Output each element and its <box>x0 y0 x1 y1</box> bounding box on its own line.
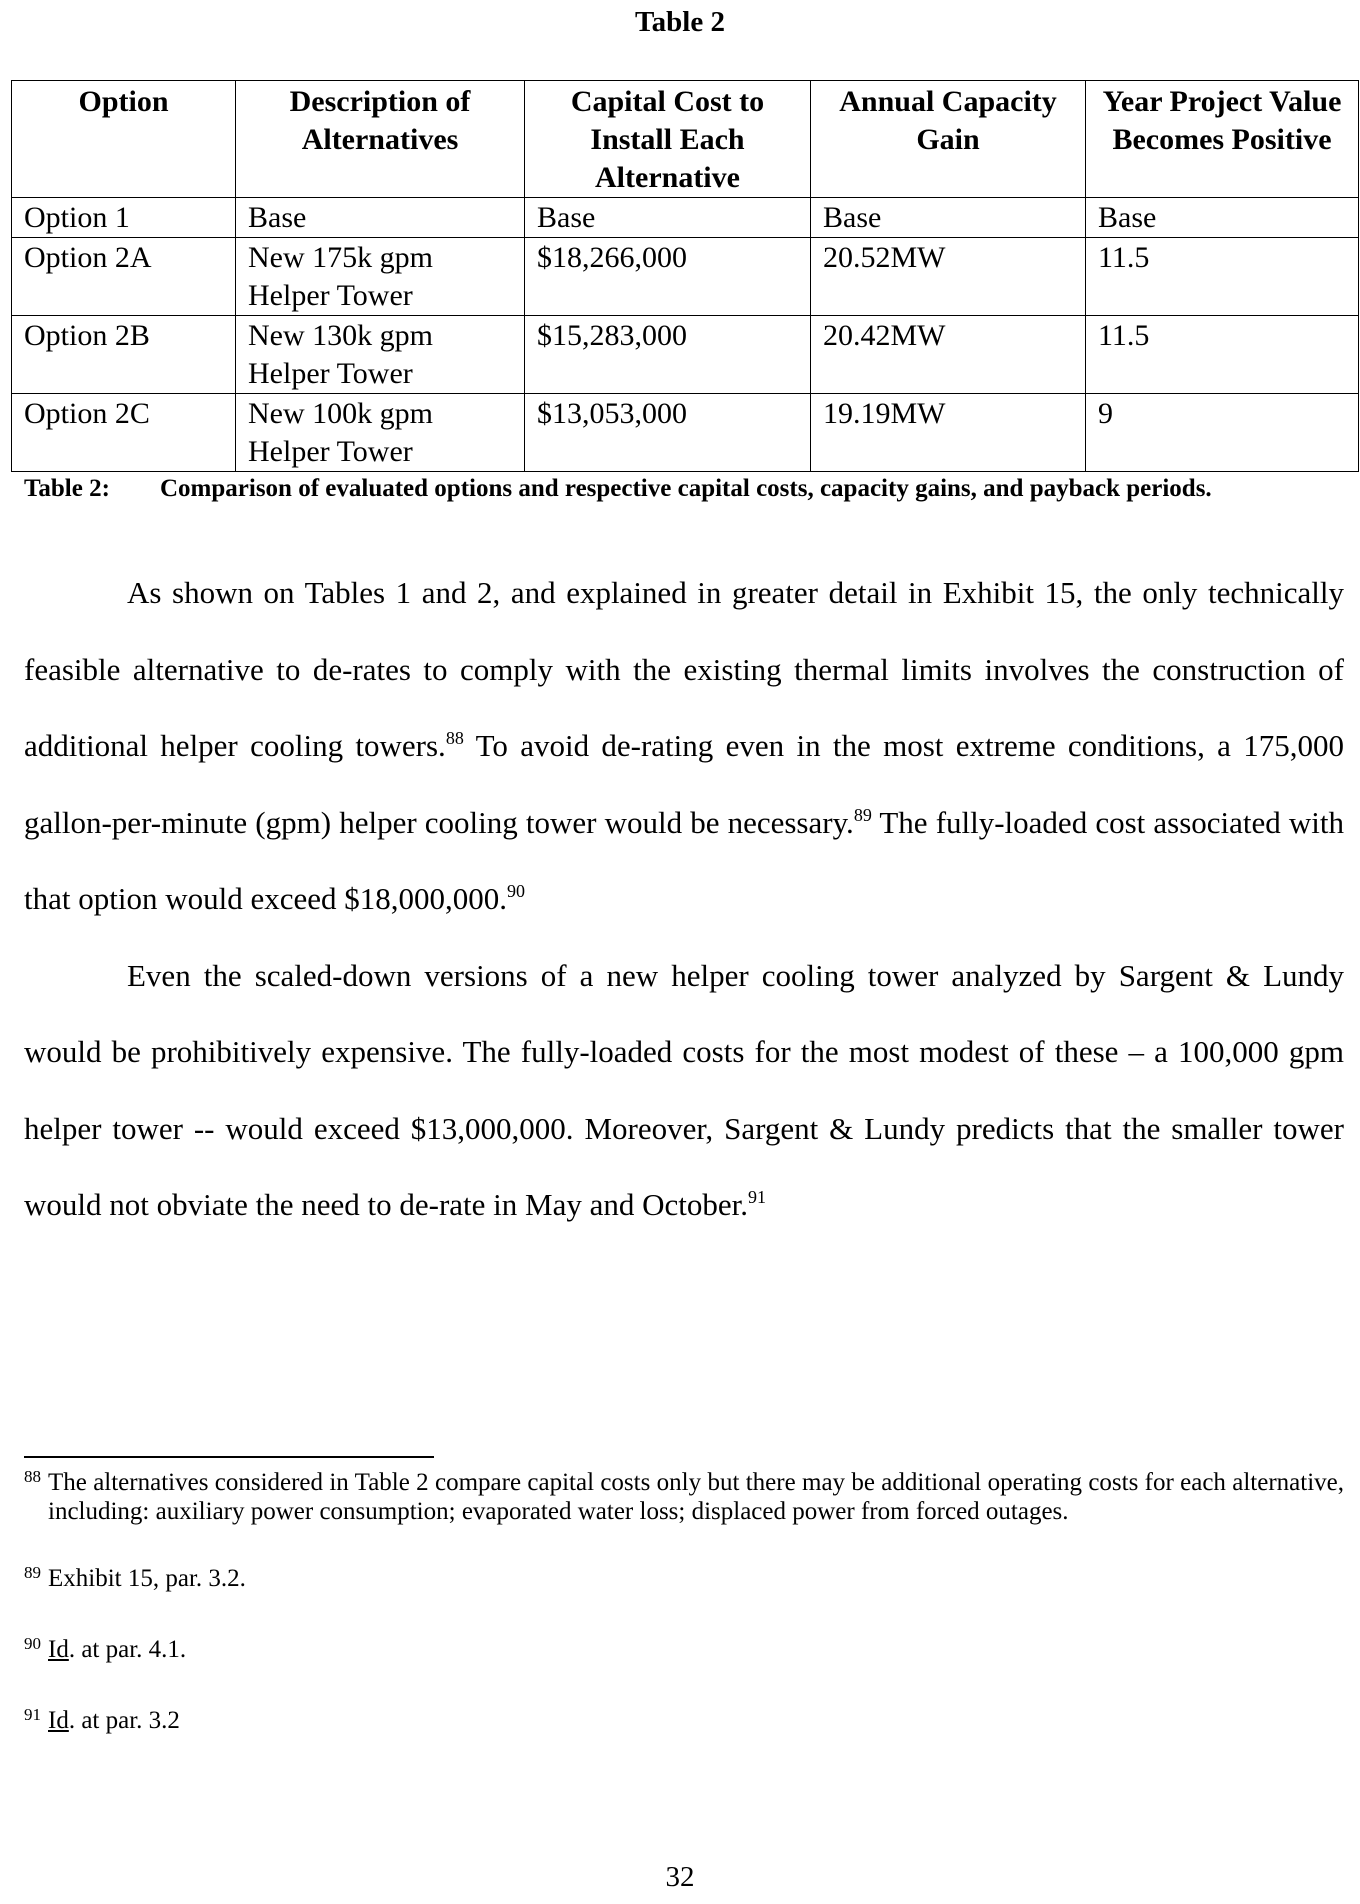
options-table <box>11 80 1359 472</box>
cell-option: Option 2A <box>12 238 236 316</box>
table-caption <box>24 474 1344 504</box>
footnote-separator <box>24 1456 434 1458</box>
table-row <box>12 394 1359 472</box>
caption-text: Comparison of evaluated options and respective capital costs, capacity gains, and payback periods. <box>160 475 1212 502</box>
footnote-text: Exhibit 15, par. 3.2. <box>48 1565 246 1592</box>
cell-capacity-gain: Base <box>811 198 1086 238</box>
header-capital-cost: Capital Cost to Install Each Alternative <box>525 81 811 198</box>
paragraph-1-sentence-3: The fully-loaded cost associated with that option would exceed $18,000,000. <box>24 804 1344 916</box>
cell-option: Option 1 <box>12 198 236 238</box>
cell-capacity-gain: 20.52MW <box>811 238 1086 316</box>
caption-lead: Table 2: <box>24 475 110 502</box>
cell-payback-year: 9 <box>1086 394 1359 472</box>
footnote-ref-91[interactable]: 91 <box>747 1187 766 1207</box>
cell-payback-year: 11.5 <box>1086 238 1359 316</box>
paragraph-2 <box>24 938 1344 1244</box>
cell-capital-cost: Base <box>525 198 811 238</box>
table-title: Table 2 <box>635 6 725 38</box>
cell-payback-year: Base <box>1086 198 1359 238</box>
cell-option: Option 2C <box>12 394 236 472</box>
table-row <box>12 316 1359 394</box>
header-payback-year: Year Project Value Becomes Positive <box>1086 81 1359 198</box>
cell-option: Option 2B <box>12 316 236 394</box>
footnote-text: . at par. 3.2 <box>68 1707 180 1734</box>
footnote-88 <box>24 1468 1344 1526</box>
footnote-91 <box>24 1706 1344 1735</box>
footnote-number: 89 <box>24 1563 41 1582</box>
footnote-number: 91 <box>24 1705 41 1724</box>
footnote-number: 88 <box>24 1467 41 1486</box>
footnote-number: 90 <box>24 1634 41 1653</box>
paragraph-1-sentence-2: To avoid de-rating even in the most extreme conditions, a 175,000 gallon-per-minute (gpm) helper cooling tower would be necessary. <box>24 728 1344 840</box>
body-text <box>24 555 1344 1244</box>
footnote-id-citation: Id <box>48 1707 69 1734</box>
cell-description: Base <box>236 198 525 238</box>
footnotes <box>24 1468 1344 1735</box>
header-option: Option <box>12 81 236 198</box>
cell-description: New 130k gpm Helper Tower <box>236 316 525 394</box>
page-number: 32 <box>665 1861 695 1893</box>
cell-capital-cost: $13,053,000 <box>525 394 811 472</box>
cell-capital-cost: $18,266,000 <box>525 238 811 316</box>
cell-payback-year: 11.5 <box>1086 316 1359 394</box>
header-capacity-gain: Annual Capacity Gain <box>811 81 1086 198</box>
footnote-ref-90[interactable]: 90 <box>507 881 525 901</box>
cell-capital-cost: $15,283,000 <box>525 316 811 394</box>
table-row <box>12 238 1359 316</box>
footnote-id-citation: Id <box>48 1636 69 1663</box>
table-row <box>12 198 1359 238</box>
cell-description: New 175k gpm Helper Tower <box>236 238 525 316</box>
paragraph-2-text: Even the scaled-down versions of a new helper cooling tower analyzed by Sargent & Lundy would be prohibitively expensive. The fully-loaded costs for the most modest of these – a 100,000 gpm helper tower -- would exceed $13,000,000. Moreover, Sargent & Lundy predicts that the smaller tower would not obviate the need to de-rate in May and October. <box>24 957 1344 1222</box>
header-description: Description of Alternatives <box>236 81 525 198</box>
footnote-text: The alternatives considered in Table 2 compare capital costs only but there may be additional operating costs for each alternative, including: auxiliary power consumption; evaporated water loss; displaced power from forced outages. <box>48 1469 1344 1525</box>
footnote-ref-89[interactable]: 89 <box>853 804 872 825</box>
footnote-89 <box>24 1564 1344 1593</box>
cell-capacity-gain: 19.19MW <box>811 394 1086 472</box>
table-header-row <box>12 81 1359 198</box>
footnote-90 <box>24 1635 1344 1664</box>
footnote-ref-88[interactable]: 88 <box>445 728 464 748</box>
footnote-text: . at par. 4.1. <box>68 1636 187 1663</box>
paragraph-1-sentence-1: As shown on Tables 1 and 2, and explained in greater detail in Exhibit 15, the only technically feasible alternative to de-rates to comply with the existing thermal limits involves the construction of additional helper cooling towers. <box>24 575 1344 763</box>
cell-capacity-gain: 20.42MW <box>811 316 1086 394</box>
paragraph-1 <box>24 555 1344 938</box>
cell-description: New 100k gpm Helper Tower <box>236 394 525 472</box>
